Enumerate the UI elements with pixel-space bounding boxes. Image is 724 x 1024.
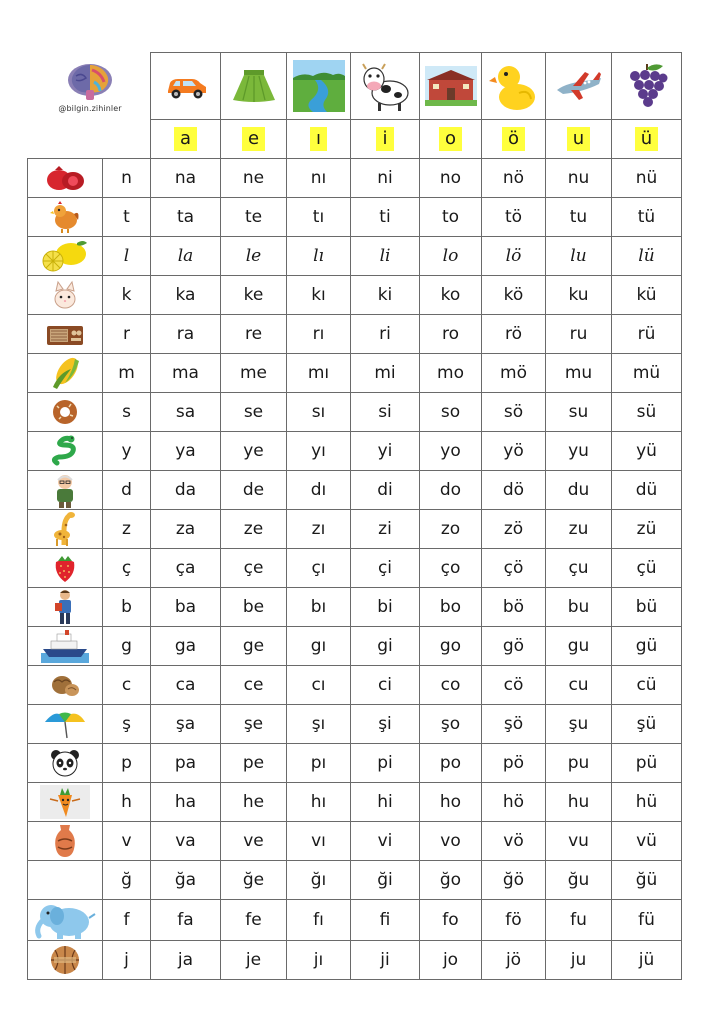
syllable-cell: ja [151,941,221,980]
syllable-cell: çi [351,549,420,588]
syllable-cell: gö [482,627,546,666]
syllable-cell: ği [351,861,420,900]
syllable-row [28,159,682,198]
vowel-header-a [151,120,221,159]
syllable-cell: hü [612,783,682,822]
syllable-cell: pı [287,744,351,783]
syllable-cell: ki [351,276,420,315]
vowel-header-o [420,120,482,159]
syllable-cell: gü [612,627,682,666]
syllable-cell: ro [420,315,482,354]
skirt-icon [229,66,279,106]
chicken-icon [48,200,82,234]
vowel-picture-ü [612,53,682,120]
syllable-cell: dö [482,471,546,510]
syllable-cell: şe [221,705,287,744]
consonant-cell: p [103,744,151,783]
vowel-letter: e [242,127,265,151]
syllable-cell: jö [482,941,546,980]
syllable-table [27,52,682,980]
syllable-cell: ğa [151,861,221,900]
syllable-cell: hu [546,783,612,822]
syllable-cell: ğo [420,861,482,900]
syllable-cell: ne [221,159,287,198]
vowel-letter: i [376,127,393,151]
corner-cell [28,53,151,159]
syllable-row [28,783,682,822]
vowel-header-u [546,120,612,159]
consonant-cell: ğ [103,861,151,900]
corn-icon [45,355,85,391]
snake-icon [49,435,81,467]
syllable-cell: bi [351,588,420,627]
syllable-cell: ğö [482,861,546,900]
syllable-cell: mu [546,354,612,393]
syllable-cell: hö [482,783,546,822]
syllable-cell: hı [287,783,351,822]
row-picture [28,393,103,432]
syllable-cell: ru [546,315,612,354]
syllable-row [28,276,682,315]
syllable-cell: ve [221,822,287,861]
vowel-header-ü [612,120,682,159]
consonant-cell: ç [103,549,151,588]
vowel-header-i [351,120,420,159]
vowel-header-ö [482,120,546,159]
syllable-cell: mö [482,354,546,393]
giraffe-icon [50,511,80,547]
row-picture [28,315,103,354]
syllable-cell: şa [151,705,221,744]
vowel-letter: ü [635,127,658,151]
syllable-cell: jı [287,941,351,980]
man-icon [51,589,79,625]
syllable-cell: yö [482,432,546,471]
strawberry-icon [50,552,80,584]
vowel-letter: u [567,127,590,151]
syllable-cell: jü [612,941,682,980]
vowel-picture-ı [287,53,351,120]
syllable-cell: şo [420,705,482,744]
syllable-cell: re [221,315,287,354]
syllable-cell: di [351,471,420,510]
syllable-row [28,510,682,549]
syllable-cell: kü [612,276,682,315]
consonant-cell: z [103,510,151,549]
grandpa-icon [50,472,80,508]
vowel-letter: ı [310,127,327,151]
row-picture [28,510,103,549]
syllable-cell: me [221,354,287,393]
syllable-cell: çü [612,549,682,588]
row-picture [28,900,103,941]
syllable-row [28,588,682,627]
vowel-picture-e [221,53,287,120]
school-icon [425,66,477,106]
consonant-cell: l [103,237,151,276]
logo-text: @bilgin.zihinler [58,104,122,113]
syllable-cell: kö [482,276,546,315]
syllable-cell: yu [546,432,612,471]
syllable-cell: çö [482,549,546,588]
consonant-cell: y [103,432,151,471]
syllable-row [28,237,682,276]
syllable-cell: no [420,159,482,198]
consonant-cell: f [103,900,151,941]
syllable-cell: şi [351,705,420,744]
syllable-cell: tı [287,198,351,237]
consonant-cell: n [103,159,151,198]
syllable-cell: mo [420,354,482,393]
syllable-cell: çı [287,549,351,588]
syllable-cell: vı [287,822,351,861]
consonant-cell: k [103,276,151,315]
syllable-row [28,432,682,471]
syllable-cell: jo [420,941,482,980]
pomegranate-icon [43,163,87,193]
syllable-cell: tö [482,198,546,237]
syllable-cell: sü [612,393,682,432]
syllable-cell: za [151,510,221,549]
syllable-cell: to [420,198,482,237]
row-picture [28,432,103,471]
syllable-cell: cı [287,666,351,705]
syllable-cell: ma [151,354,221,393]
syllable-cell: pu [546,744,612,783]
syllable-cell: kı [287,276,351,315]
basketball-icon [45,944,85,976]
syllable-row [28,627,682,666]
vowel-picture-a [151,53,221,120]
vowel-letter: ö [502,127,525,151]
syllable-cell: ce [221,666,287,705]
grapes-icon [621,60,673,112]
syllable-cell: lı [287,237,351,276]
consonant-cell: t [103,198,151,237]
picture-header-row [28,53,682,120]
syllable-cell: fu [546,900,612,941]
row-picture [28,783,103,822]
syllable-cell: be [221,588,287,627]
airplane-icon [553,66,605,106]
syllable-cell: vü [612,822,682,861]
syllable-cell: ğü [612,861,682,900]
syllable-cell: ta [151,198,221,237]
syllable-cell: şü [612,705,682,744]
syllable-cell: şö [482,705,546,744]
syllable-cell: cü [612,666,682,705]
row-picture [28,354,103,393]
syllable-cell: pü [612,744,682,783]
syllable-cell: je [221,941,287,980]
syllable-cell: pi [351,744,420,783]
syllable-row [28,549,682,588]
consonant-cell: d [103,471,151,510]
syllable-cell: lu [546,237,612,276]
panda-icon [49,748,81,778]
syllable-cell: sı [287,393,351,432]
syllable-cell: fö [482,900,546,941]
consonant-cell: c [103,666,151,705]
syllable-cell: vo [420,822,482,861]
syllable-cell: cö [482,666,546,705]
syllable-cell: ya [151,432,221,471]
syllable-cell: nı [287,159,351,198]
syllable-cell: zi [351,510,420,549]
syllable-cell: la [151,237,221,276]
car-icon [162,71,210,101]
syllable-cell: ni [351,159,420,198]
syllable-cell: lö [482,237,546,276]
syllable-cell: ga [151,627,221,666]
syllable-cell: yo [420,432,482,471]
syllable-cell: rü [612,315,682,354]
syllable-cell: ri [351,315,420,354]
syllable-cell: bo [420,588,482,627]
syllable-cell: ça [151,549,221,588]
row-picture [28,627,103,666]
row-picture [28,159,103,198]
syllable-cell: po [420,744,482,783]
elephant-icon [31,900,99,940]
syllable-cell: fi [351,900,420,941]
syllable-cell: he [221,783,287,822]
simit-icon [49,396,81,428]
syllable-cell: ka [151,276,221,315]
syllable-cell: do [420,471,482,510]
syllable-cell: bü [612,588,682,627]
row-picture [28,276,103,315]
syllable-cell: ko [420,276,482,315]
duck-icon [489,59,539,113]
syllable-cell: şu [546,705,612,744]
syllable-cell: tü [612,198,682,237]
consonant-cell: g [103,627,151,666]
syllable-cell: le [221,237,287,276]
syllable-cell: yi [351,432,420,471]
syllable-cell: hi [351,783,420,822]
vowel-header-ı [287,120,351,159]
syllable-cell: ğı [287,861,351,900]
radio-icon [45,321,85,347]
syllable-cell: ji [351,941,420,980]
syllable-cell: bı [287,588,351,627]
consonant-cell: r [103,315,151,354]
syllable-cell: sa [151,393,221,432]
syllable-cell: ge [221,627,287,666]
syllable-cell: fa [151,900,221,941]
syllable-cell: ho [420,783,482,822]
row-picture [28,861,103,900]
syllable-cell: mı [287,354,351,393]
syllable-cell: vu [546,822,612,861]
consonant-cell: b [103,588,151,627]
syllable-cell: tu [546,198,612,237]
syllable-cell: pö [482,744,546,783]
syllable-cell: da [151,471,221,510]
carrot-character-icon [40,785,90,819]
syllable-cell: va [151,822,221,861]
syllable-cell: mü [612,354,682,393]
syllable-cell: si [351,393,420,432]
vowel-picture-o [420,53,482,120]
syllable-cell: cu [546,666,612,705]
syllable-cell: ğe [221,861,287,900]
syllable-cell: çu [546,549,612,588]
syllable-row [28,861,682,900]
syllable-cell: nö [482,159,546,198]
syllable-cell: gı [287,627,351,666]
consonant-cell: ş [103,705,151,744]
vowel-letter: a [174,127,197,151]
syllable-cell: yı [287,432,351,471]
vowel-picture-i [351,53,420,120]
cow-icon [358,59,412,113]
vowel-picture-ö [482,53,546,120]
syllable-cell: ğu [546,861,612,900]
syllable-row [28,354,682,393]
syllable-row [28,315,682,354]
syllable-cell: su [546,393,612,432]
syllable-cell: bö [482,588,546,627]
row-picture [28,744,103,783]
river-landscape-icon [293,60,345,112]
syllable-cell: pa [151,744,221,783]
cat-icon [49,279,81,311]
row-picture [28,237,103,276]
syllable-row [28,393,682,432]
syllable-cell: ha [151,783,221,822]
syllable-row [28,666,682,705]
syllable-cell: ço [420,549,482,588]
syllable-cell: du [546,471,612,510]
syllable-cell: rö [482,315,546,354]
syllable-cell: dü [612,471,682,510]
syllable-cell: so [420,393,482,432]
syllable-cell: rı [287,315,351,354]
syllable-cell: bu [546,588,612,627]
syllable-cell: ke [221,276,287,315]
syllable-cell: ca [151,666,221,705]
vase-icon [50,823,80,859]
syllable-cell: ba [151,588,221,627]
syllable-cell: mi [351,354,420,393]
syllable-cell: te [221,198,287,237]
syllable-cell: ci [351,666,420,705]
syllable-cell: zo [420,510,482,549]
syllable-cell: gu [546,627,612,666]
syllable-cell: ti [351,198,420,237]
consonant-cell: m [103,354,151,393]
syllable-cell: fo [420,900,482,941]
syllable-cell: dı [287,471,351,510]
syllable-cell: go [420,627,482,666]
umbrella-icon [43,708,87,740]
syllable-cell: vö [482,822,546,861]
syllable-cell: zö [482,510,546,549]
row-picture [28,941,103,980]
syllable-cell: şı [287,705,351,744]
syllable-cell: çe [221,549,287,588]
walnut-icon [48,670,82,700]
syllable-cell: zü [612,510,682,549]
syllable-cell: ra [151,315,221,354]
vowel-letter: o [439,127,462,151]
ship-icon [41,629,89,663]
row-picture [28,705,103,744]
syllable-cell: ju [546,941,612,980]
syllable-row [28,900,682,941]
syllable-cell: ye [221,432,287,471]
syllable-cell: yü [612,432,682,471]
syllable-cell: se [221,393,287,432]
row-picture [28,588,103,627]
vowel-header-e [221,120,287,159]
consonant-cell: j [103,941,151,980]
syllable-cell: fü [612,900,682,941]
syllable-cell: nü [612,159,682,198]
syllable-row [28,941,682,980]
vowel-picture-u [546,53,612,120]
row-picture [28,666,103,705]
consonant-cell: v [103,822,151,861]
syllable-cell: gi [351,627,420,666]
syllable-cell: ku [546,276,612,315]
syllable-cell: zı [287,510,351,549]
syllable-cell: co [420,666,482,705]
syllable-cell: sö [482,393,546,432]
row-picture [28,198,103,237]
row-picture [28,822,103,861]
syllable-cell: de [221,471,287,510]
syllable-cell: lü [612,237,682,276]
row-picture [28,549,103,588]
syllable-cell: nu [546,159,612,198]
syllable-row [28,198,682,237]
syllable-cell: zu [546,510,612,549]
syllable-cell: fı [287,900,351,941]
syllable-row [28,471,682,510]
row-picture [28,471,103,510]
syllable-row [28,705,682,744]
syllable-cell: vi [351,822,420,861]
syllable-cell: li [351,237,420,276]
syllable-cell: pe [221,744,287,783]
lemon-icon [41,239,89,273]
syllable-cell: lo [420,237,482,276]
syllable-row [28,822,682,861]
syllable-cell: na [151,159,221,198]
consonant-cell: s [103,393,151,432]
syllable-row [28,744,682,783]
syllable-cell: fe [221,900,287,941]
consonant-cell: h [103,783,151,822]
syllable-cell: ze [221,510,287,549]
